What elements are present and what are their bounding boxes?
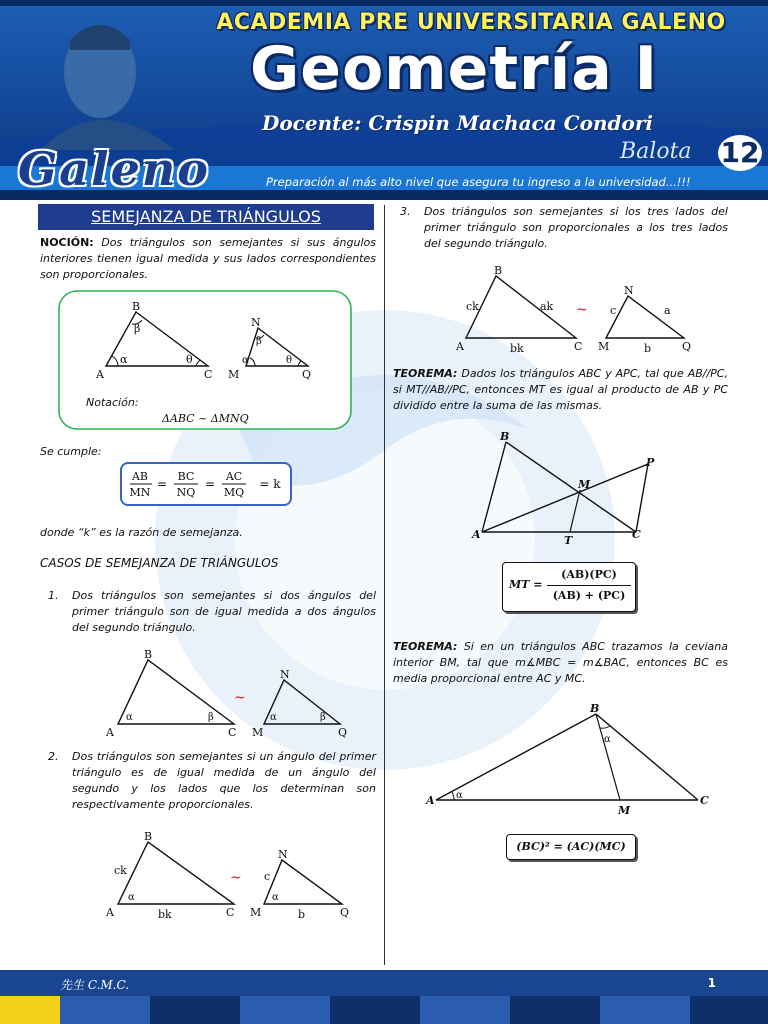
cases-heading: CASOS DE SEMEJANZA DE TRIÁNGULOS [40,556,279,570]
theorem1-label: TEOREMA: [393,367,458,380]
theorem1-formula-box [502,562,636,612]
svg-text:β: β [320,712,326,723]
svg-text:N: N [280,668,290,681]
vertex-B: B [132,300,141,313]
svg-text:=: = [204,477,216,491]
svg-text:b: b [644,342,652,355]
svg-text:MN: MN [129,486,151,499]
academy-name: ACADEMIA PRE UNIVERSITARIA GALENO [216,10,726,35]
case1-number: 1. [48,589,59,602]
svg-text:θ: θ [186,353,193,366]
svg-text:α: α [604,734,611,745]
theorem2-figure [424,700,714,818]
notation-label: Notación: [86,396,139,409]
notation-formula: ΔABC ~ ΔMNQ [162,412,249,425]
svg-text:ak: ak [540,300,554,313]
svg-text:A: A [106,726,114,739]
svg-text:Q: Q [682,340,692,353]
svg-text:P: P [646,456,655,469]
nocion-paragraph [40,235,376,283]
svg-text:NQ: NQ [176,486,196,499]
svg-text:c: c [264,870,271,883]
fraction-bar [547,585,631,586]
svg-text:C: C [632,528,641,541]
svg-text:α: α [270,712,277,723]
theorem2-label: TEOREMA: [393,640,458,653]
svg-text:M: M [578,478,591,491]
vertex-A: A [96,368,104,381]
theorem1-formula-numerator: (AB)(PC) [561,568,617,581]
svg-text:M: M [250,906,262,919]
theorem1-formula-denominator: (AB) + (PC) [552,589,626,602]
svg-text:α: α [272,892,279,903]
svg-text:α: α [120,353,128,366]
balota-number: 12 [718,135,762,171]
theorem1-figure [470,428,670,546]
svg-text:A: A [106,906,114,919]
svg-text:~: ~ [234,690,246,706]
subject-title: Geometría I [250,34,658,104]
svg-text:T: T [564,534,573,546]
section-title: SEMEJANZA DE TRIÁNGULOS [38,204,374,230]
header-banner [0,0,768,200]
svg-text:Q: Q [338,726,348,739]
vertex-C: C [204,368,213,381]
se-cumple: Se cumple: [40,445,102,458]
svg-text:α: α [456,790,463,801]
case1-figure [104,646,364,742]
svg-text:~: ~ [230,870,242,886]
svg-text:MQ: MQ [223,486,245,499]
vertex-Q: Q [302,368,312,381]
svg-text:α: α [242,355,249,366]
nocion-label: NOCIÓN: [40,236,94,249]
svg-text:θ: θ [286,355,293,366]
column-divider [384,205,385,965]
case3-figure [452,262,702,358]
svg-text:ck: ck [466,300,479,313]
vertex-M: M [228,368,240,381]
svg-text:B: B [144,648,153,661]
vertex-N: N [251,316,261,329]
svg-text:C: C [226,906,235,919]
balota-label: Balota [620,139,692,164]
theorem2-paragraph [393,639,728,687]
svg-text:AC: AC [225,470,243,483]
theorem1-formula-lhs: MT = [509,578,543,591]
case3-number: 3. [400,205,411,218]
theorem2-formula: (BC)² = (AC)(MC) [506,834,636,860]
ratio-note: donde “k” es la razón de semejanza. [40,526,243,539]
svg-text:B: B [494,264,503,277]
svg-text:bk: bk [510,342,524,355]
svg-text:Q: Q [340,906,350,919]
ratio-formula-box [120,462,292,506]
page-number: 1 [707,976,716,990]
svg-text:B: B [590,702,600,715]
theorem1-text: Dados los triángulos ABC y APC, tal que AB//PC, si MT//AB//PC, entonces MT es igual al producto de AB y PC dividido entre la suma de las mismas. [393,367,728,412]
svg-text:BC: BC [177,470,195,483]
svg-text:= k: = k [259,477,281,491]
galeno-logo: Galeno [18,142,210,196]
svg-text:M: M [598,340,610,353]
svg-text:C: C [574,340,583,353]
svg-text:N: N [278,848,288,861]
svg-text:C: C [228,726,237,739]
svg-text:β: β [208,712,214,723]
case3-text: Dos triángulos son semejantes si los tres lados del primer triángulo son proporcionales a los tres lados del segundo triángulo. [424,205,728,250]
case2-number: 2. [48,750,59,763]
case2-text: Dos triángulos son semejantes si un ángulo del primer triángulo es de igual medida de un ángulo del segundo y los lados que los determinan son respectivamente proporcionales. [72,750,376,811]
svg-text:~: ~ [576,302,588,318]
svg-text:b: b [298,908,306,921]
svg-text:c: c [610,304,617,317]
ratio-formula [122,464,290,504]
svg-text:AB: AB [131,470,149,483]
svg-text:M: M [252,726,264,739]
svg-text:α: α [126,712,133,723]
case2-figure [102,826,364,924]
svg-text:β: β [134,322,141,335]
similar-triangles-figure [58,290,354,432]
footer-signature: 先生 C.M.C. [60,978,130,992]
svg-text:a: a [664,304,671,317]
nocion-text: Dos triángulos son semejantes si sus ángulos interiores tienen igual medida y sus lados correspondientes son proporcionales. [40,236,376,281]
tagline: Preparación al más alto nivel que asegura tu ingreso a la universidad...!!! [266,175,691,189]
svg-text:N: N [624,284,634,297]
theorem2-text: Si en un triángulos ABC trazamos la ceviana interior BM, tal que m∡MBC = m∡BAC, entonces BC es media proporcional entre AC y MC. [393,640,728,685]
svg-text:B: B [144,830,153,843]
theorem1-paragraph [393,366,728,414]
svg-text:β: β [256,336,262,347]
svg-text:bk: bk [158,908,172,921]
svg-text:B: B [500,430,510,443]
teacher-name: Docente: Crispin Machaca Condori [262,111,653,135]
svg-text:=: = [156,477,168,491]
svg-text:A: A [456,340,464,353]
svg-text:A: A [426,794,435,807]
svg-text:M: M [618,804,631,817]
svg-text:C: C [700,794,709,807]
svg-text:ck: ck [114,864,127,877]
case1-text: Dos triángulos son semejantes si dos ángulos del primer triángulo son de igual medida a dos ángulos del segundo triángulo. [72,589,376,634]
svg-text:A: A [472,528,481,541]
svg-text:α: α [128,892,135,903]
